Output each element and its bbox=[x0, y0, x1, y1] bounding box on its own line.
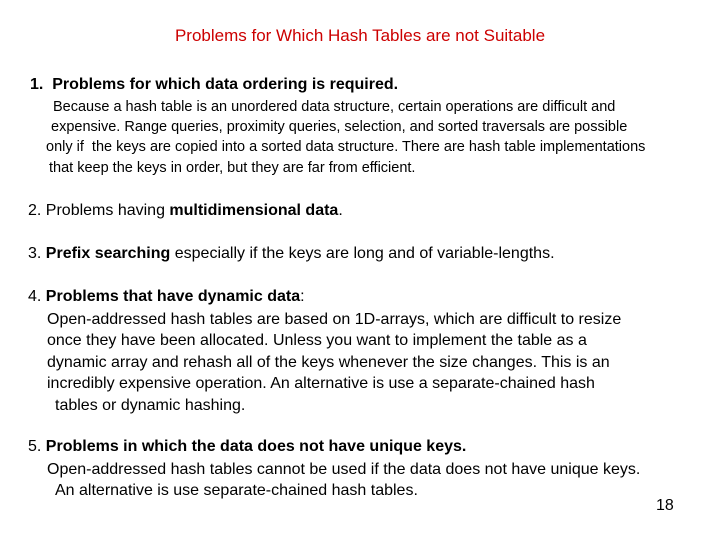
section-5-line-2: An alternative is use separate-chained hash tables. bbox=[55, 482, 418, 499]
section-1-line-2: expensive. Range queries, proximity queries, selection, and sorted traversals are possible bbox=[51, 119, 628, 135]
section-2-prefix: 2. Problems having bbox=[28, 202, 170, 219]
section-1-heading: 1. Problems for which data ordering is required. bbox=[30, 76, 399, 93]
section-4-line-2: once they have been allocated. Unless you want to implement the table as a bbox=[47, 332, 587, 349]
section-4-line-5: tables or dynamic hashing. bbox=[55, 397, 246, 414]
section-4-line-4: incredibly expensive operation. An alternative is use a separate-chained hash bbox=[47, 375, 595, 392]
section-4-prefix: 4. bbox=[28, 288, 46, 305]
section-5-bold: Problems in which the data does not have unique keys. bbox=[45, 438, 467, 455]
section-4-line-3: dynamic array and rehash all of the keys whenever the size changes. This is an bbox=[47, 354, 610, 371]
section-2-bold: multidimensional data bbox=[169, 202, 339, 219]
section-1-line-3: only if the keys are copied into a sorted data structure. There are hash table implementations bbox=[46, 139, 646, 155]
section-1-line-4: that keep the keys in order, but they are far from efficient. bbox=[49, 160, 416, 176]
section-4-suffix: : bbox=[300, 288, 305, 305]
section-3-prefix: 3. bbox=[28, 245, 46, 262]
section-4-bold: Problems that have dynamic data bbox=[45, 288, 301, 305]
section-5-line-1: Open-addressed hash tables cannot be used if the data does not have unique keys. bbox=[47, 461, 641, 478]
section-4 bbox=[28, 288, 305, 306]
section-3 bbox=[28, 245, 555, 263]
section-2 bbox=[28, 202, 343, 220]
section-3-suffix: especially if the keys are long and of variable-lengths. bbox=[170, 245, 555, 262]
section-5 bbox=[28, 438, 466, 456]
slide-title: Problems for Which Hash Tables are not Suitable bbox=[174, 26, 546, 45]
section-5-prefix: 5. bbox=[28, 438, 46, 455]
page-number: 18 bbox=[656, 497, 674, 514]
section-2-suffix: . bbox=[338, 202, 343, 219]
section-1-line-1: Because a hash table is an unordered data structure, certain operations are difficult and bbox=[53, 99, 616, 115]
section-4-line-1: Open-addressed hash tables are based on 1D-arrays, which are difficult to resize bbox=[47, 311, 622, 328]
section-3-bold: Prefix searching bbox=[45, 245, 171, 262]
